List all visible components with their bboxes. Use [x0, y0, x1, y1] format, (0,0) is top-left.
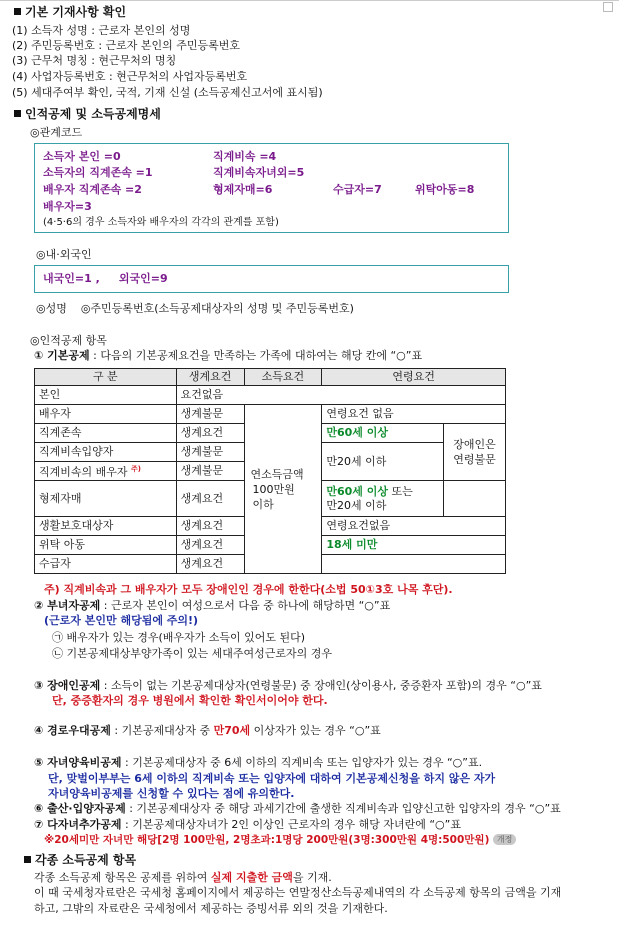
section3-line3: 하고, 그밖의 자료란은 국세청에서 제공하는 증빙서류 외의 것을 기재한다.: [34, 902, 388, 915]
item7-note-line: [44, 833, 516, 847]
basic-label: ① 기본공제: [34, 349, 90, 362]
disabled-note: [444, 424, 506, 481]
disabled-line-2: 연령불문: [453, 453, 496, 466]
table-footnote: 주) 직계비속과 그 배우자가 모두 장애인인 경우에 한한다(소법 50①3호 나목 후단).: [44, 583, 453, 596]
code-0: 소득자 본인 =0: [43, 150, 121, 163]
item2-text: : 근로자 본인이 여성으로서 다음 중 하나에 해당하면 “○”표: [100, 599, 391, 612]
section2-title: 인적공제 및 소득공제명세: [14, 107, 161, 121]
code-7: 수급자=7: [333, 183, 382, 196]
bullet-square-icon: [14, 8, 21, 15]
item5-note2: 자녀양육비공제를 신청할 수 있다는 점에 유의한다.: [48, 787, 295, 800]
income-requirement: [244, 405, 322, 574]
section3-line1-pre: 각종 소득공제 항목은 공제를 위하여: [34, 871, 211, 884]
item5-text: : 기본공제대상자 중 6세 이하의 직계비속 또는 입양자가 있는 경우 “○”표.: [121, 756, 483, 769]
code-2: 배우자 직계존속 =2: [43, 183, 142, 196]
section1-item-5: (5) 세대주여부 확인, 국적, 기재 신설 (소득공제신고서에 표시됨): [12, 86, 323, 99]
code-8: 위탁아동=8: [415, 183, 475, 196]
code-6: 형제자매=6: [213, 183, 273, 196]
item3-line: [34, 679, 542, 693]
relation-code-box: [34, 143, 509, 233]
section3-line1: [34, 871, 332, 885]
age-under20: 만20세 이하: [322, 443, 444, 481]
row-living: 생계요건: [176, 555, 244, 574]
income-line-2: 100만원: [252, 482, 295, 496]
item2-b: ㉡ 기본공제대상부양가족이 있는 세대주여성근로자의 경우: [52, 647, 333, 660]
section1-item-1: (1) 소득자 성명 : 근로자 본인의 성명: [12, 24, 191, 37]
row-living: 생계불문: [176, 462, 244, 481]
disabled-line-1: 장애인은: [453, 438, 496, 451]
row-living: 생계요건: [176, 517, 244, 536]
row-living: 요건없음: [176, 386, 505, 405]
row-living: 생계요건: [176, 424, 244, 443]
item7-label: ⑦ 다자녀추가공제: [34, 818, 122, 831]
revised-badge: 개정: [493, 834, 516, 845]
nationality-code-box: [34, 265, 509, 293]
row-age: 연령요건없음: [322, 517, 506, 536]
item7-note: ※20세미만 자녀만 해당[2명 100만원, 2명초과:1명당 200만원(3명:300만원 4명:500만원): [44, 834, 490, 846]
row-name: 본인: [35, 386, 177, 405]
row-age-empty: [322, 555, 506, 574]
item5-note1: 단, 맞벌이부부는 6세 이하의 직계비속 또는 입양자에 대하여 기본공제신청을 하지 않은 자가: [48, 772, 496, 785]
personal-heading: ◎인적공제 항목: [30, 334, 107, 347]
top-border: [0, 0, 619, 1]
relation-note: (4·5·6의 경우 소득자와 배우자의 각각의 관계를 포함): [43, 217, 279, 228]
section3-title: 각종 소득공제 항목: [24, 853, 136, 867]
age-a: 만60세 이상: [326, 484, 389, 498]
item2-a: ㉠ 배우자가 있는 경우(배우자가 소득이 있어도 된다): [52, 631, 306, 644]
item4-highlight: 만70세: [213, 724, 251, 737]
section1-title: 기본 기재사항 확인: [14, 5, 126, 19]
code-3: 배우자=3: [43, 200, 92, 213]
row-age: 만60세 이상: [322, 424, 444, 443]
item6-text: : 기본공제대상자 중 해당 과세기간에 출생한 직계비속과 입양신고한 입양자의 경우 “○”표: [125, 802, 561, 815]
item5-label: ⑤ 자녀양육비공제: [34, 756, 122, 769]
basic-deduction: [34, 349, 422, 363]
code-5: 직계비속자녀외=5: [213, 166, 305, 179]
item6-line: [34, 802, 561, 816]
row-name: 생활보호대상자: [35, 517, 177, 536]
age-b: 또는: [388, 484, 413, 498]
row-name: 직계비속입양자: [35, 443, 177, 462]
item3-label: ③ 장애인공제: [34, 679, 101, 692]
item4-label: ④ 경로우대공제: [34, 724, 111, 737]
item3-text: : 소득이 없는 기본공제대상자(연령불문) 중 장애인(상이용사, 중증환자 포함)의 경우 “○”표: [100, 679, 542, 692]
item4-post: 이상자가 있는 경우 “○”표: [250, 724, 381, 737]
table-header-row: [35, 369, 506, 386]
age-c: 만20세 이하: [326, 498, 387, 512]
empty-cell: [444, 481, 506, 517]
income-line-3: 이하: [252, 497, 274, 511]
row-living: 생계불문: [176, 405, 244, 424]
header-income: 소득요건: [244, 369, 322, 386]
table-row: [35, 386, 506, 405]
section3-line1-post: 을 기재.: [292, 871, 332, 884]
basic-text: : 다음의 기본공제요건을 만족하는 가족에 대하여는 해당 칸에 “○”표: [89, 349, 423, 362]
bullet-square-icon: [14, 110, 21, 117]
item2-note: (근로자 본인만 해당됨에 주의!): [44, 614, 199, 627]
item4-line: [34, 724, 381, 738]
row-name: 직계존속: [35, 424, 177, 443]
name-id-heading: ◎성명 ◎주민등록번호(소득공제대상자의 성명 및 주민등록번호): [36, 302, 354, 315]
item7-text: : 기본공제대상자녀가 2인 이상인 근로자의 경우 해당 자녀란에 “○”표: [121, 818, 461, 831]
footnote-mark: 주): [131, 465, 141, 474]
row-name: 수급자: [35, 555, 177, 574]
item6-label: ⑥ 출산·입양자공제: [34, 802, 126, 815]
item2-label: ② 부녀자공제: [34, 599, 101, 612]
header-category: 구 분: [35, 369, 177, 386]
income-line-1: 연소득금액: [250, 467, 304, 481]
row-living: 생계요건: [176, 481, 244, 517]
item4-pre: : 기본공제대상자 중: [110, 724, 214, 737]
relation-heading: ◎관계코드: [30, 126, 83, 139]
row-name: [35, 462, 177, 481]
code-4: 직계비속 =4: [213, 150, 277, 163]
basic-requirements-table: [34, 368, 506, 574]
table-row: [35, 405, 506, 424]
row-living: 생계불문: [176, 443, 244, 462]
row-name: 형제자매: [35, 481, 177, 517]
section3-line2: 이 때 국세청자료란은 국세청 홈페이지에서 제공하는 연말정산소득공제내역의 각 소득공제 항목의 금액을 기재: [34, 886, 562, 899]
bullet-square-icon: [24, 856, 31, 863]
section3-highlight: 실제 지출한 금액: [210, 871, 293, 884]
row-name-text: 직계비속의 배우자: [39, 465, 128, 479]
item5-line: [34, 756, 482, 770]
section1-item-3: (3) 근무처 명칭 : 현근무처의 명칭: [12, 54, 177, 67]
section1-item-4: (4) 사업자등록번호 : 현근무처의 사업자등록번호: [12, 70, 248, 83]
row-age: [322, 481, 444, 517]
nationality-codes: 내국인=1 , 외국인=9: [43, 272, 168, 285]
nationality-heading: ◎내·외국인: [36, 248, 92, 261]
row-age: 연령요건 없음: [322, 405, 506, 424]
header-age: 연령요건: [322, 369, 506, 386]
header-living: 생계요건: [176, 369, 244, 386]
item7-line: [34, 818, 461, 832]
code-1: 소득자의 직계존속 =1: [43, 166, 153, 179]
row-name: 배우자: [35, 405, 177, 424]
row-age: 18세 미만: [322, 536, 506, 555]
item2-line: [34, 599, 390, 613]
row-name: 위탁 아동: [35, 536, 177, 555]
row-living: 생계요건: [176, 536, 244, 555]
section1-item-2: (2) 주민등록번호 : 근로자 본인의 주민등록번호: [12, 39, 241, 52]
item3-note: 단, 중증환자의 경우 병원에서 확인한 확인서이어야 한다.: [52, 694, 328, 707]
corner-mark-icon: [603, 2, 613, 12]
